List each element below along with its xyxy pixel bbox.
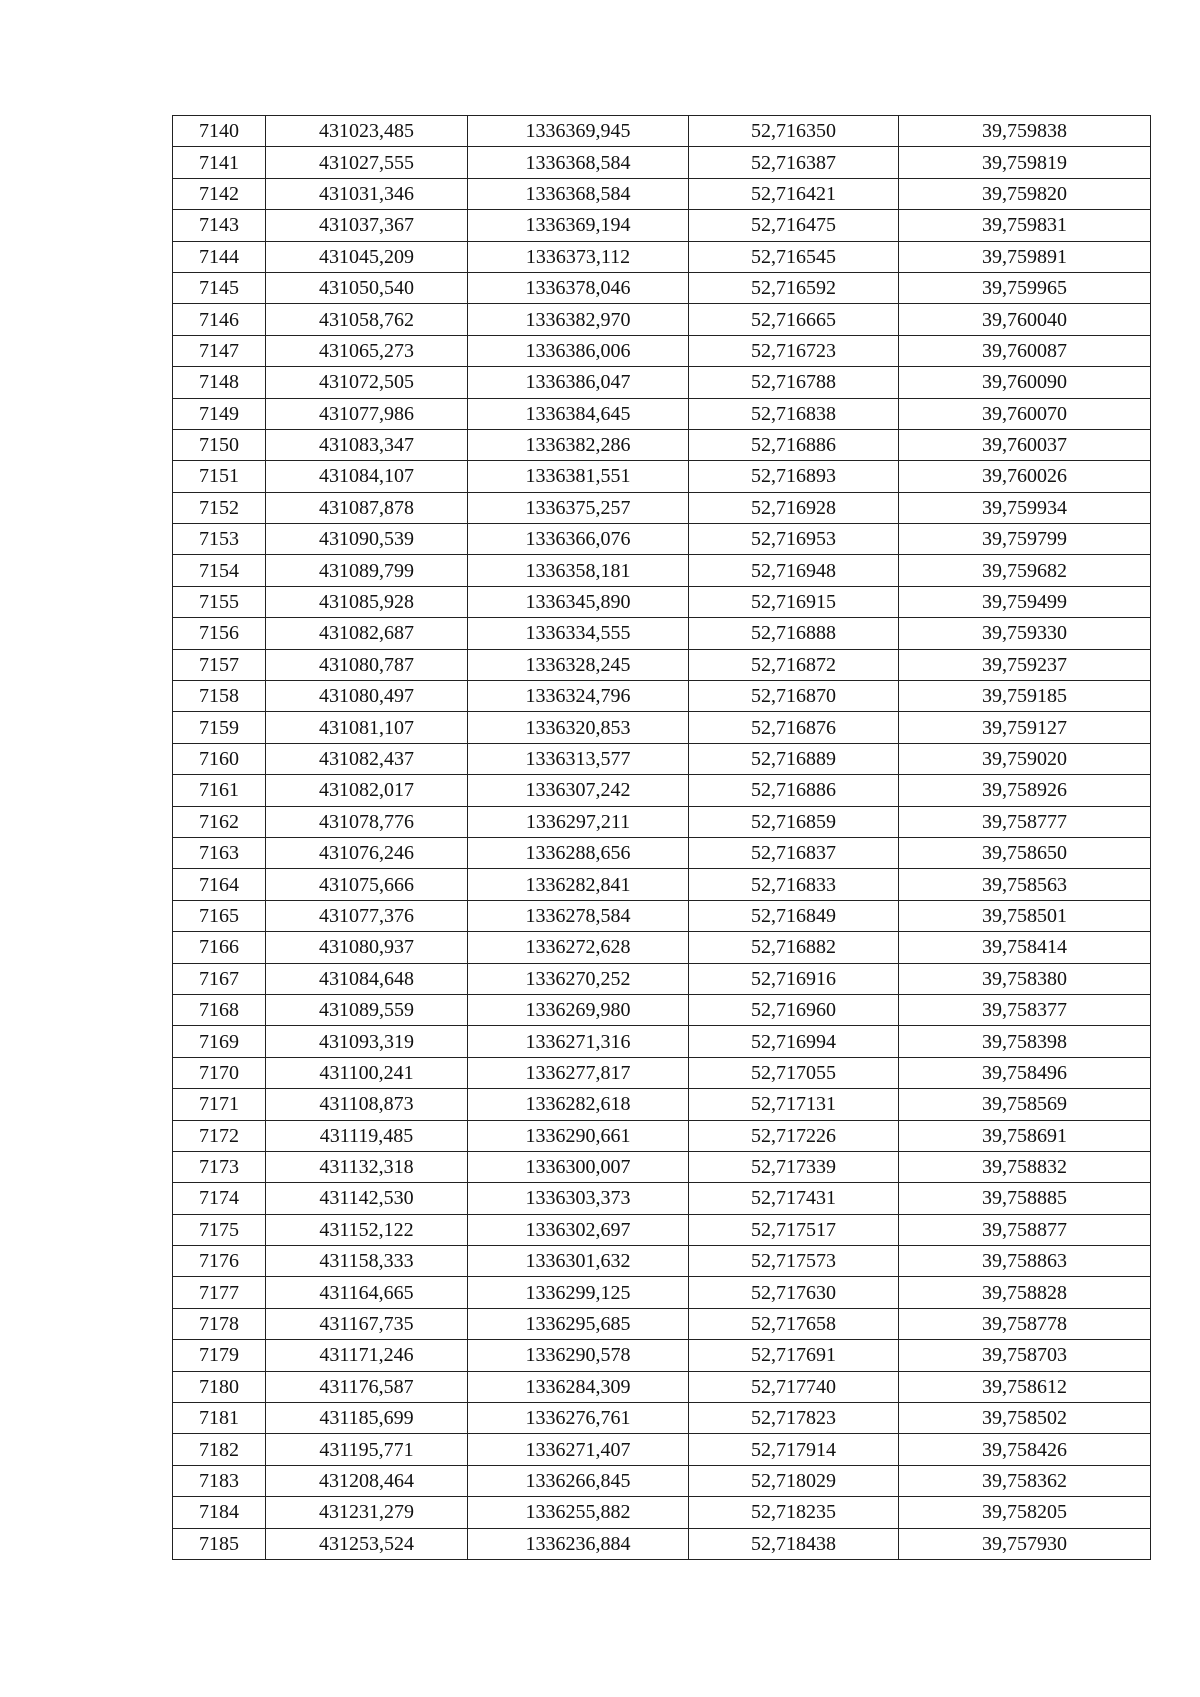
y-coordinate-cell: 1336255,882 <box>468 1497 689 1528</box>
table-row <box>173 116 1151 147</box>
longitude-cell: 39,758362 <box>899 1465 1151 1496</box>
longitude-cell: 39,759891 <box>899 241 1151 272</box>
y-coordinate-cell: 1336386,006 <box>468 335 689 366</box>
longitude-cell: 39,758563 <box>899 869 1151 900</box>
longitude-cell: 39,760026 <box>899 461 1151 492</box>
latitude-cell: 52,716953 <box>689 524 899 555</box>
y-coordinate-cell: 1336369,194 <box>468 210 689 241</box>
point-number-cell: 7144 <box>173 241 266 272</box>
y-coordinate-cell: 1336290,578 <box>468 1340 689 1371</box>
point-number-cell: 7185 <box>173 1528 266 1559</box>
table-row <box>173 1214 1151 1245</box>
longitude-cell: 39,757930 <box>899 1528 1151 1559</box>
longitude-cell: 39,760090 <box>899 367 1151 398</box>
y-coordinate-cell: 1336272,628 <box>468 932 689 963</box>
y-coordinate-cell: 1336369,945 <box>468 116 689 147</box>
table-row <box>173 1465 1151 1496</box>
latitude-cell: 52,716350 <box>689 116 899 147</box>
y-coordinate-cell: 1336307,242 <box>468 775 689 806</box>
table-row <box>173 304 1151 335</box>
latitude-cell: 52,716886 <box>689 429 899 460</box>
y-coordinate-cell: 1336269,980 <box>468 994 689 1025</box>
longitude-cell: 39,758778 <box>899 1308 1151 1339</box>
x-coordinate-cell: 431142,530 <box>266 1183 468 1214</box>
point-number-cell: 7181 <box>173 1403 266 1434</box>
longitude-cell: 39,758832 <box>899 1151 1151 1182</box>
table-row <box>173 241 1151 272</box>
longitude-cell: 39,759127 <box>899 712 1151 743</box>
latitude-cell: 52,717658 <box>689 1308 899 1339</box>
latitude-cell: 52,716889 <box>689 743 899 774</box>
latitude-cell: 52,716882 <box>689 932 899 963</box>
latitude-cell: 52,717517 <box>689 1214 899 1245</box>
latitude-cell: 52,716960 <box>689 994 899 1025</box>
latitude-cell: 52,716545 <box>689 241 899 272</box>
x-coordinate-cell: 431050,540 <box>266 272 468 303</box>
x-coordinate-cell: 431152,122 <box>266 1214 468 1245</box>
table-row <box>173 461 1151 492</box>
longitude-cell: 39,759237 <box>899 649 1151 680</box>
point-number-cell: 7147 <box>173 335 266 366</box>
x-coordinate-cell: 431080,787 <box>266 649 468 680</box>
longitude-cell: 39,759682 <box>899 555 1151 586</box>
x-coordinate-cell: 431037,367 <box>266 210 468 241</box>
table-row <box>173 492 1151 523</box>
point-number-cell: 7142 <box>173 178 266 209</box>
y-coordinate-cell: 1336386,047 <box>468 367 689 398</box>
y-coordinate-cell: 1336320,853 <box>468 712 689 743</box>
point-number-cell: 7155 <box>173 586 266 617</box>
latitude-cell: 52,716859 <box>689 806 899 837</box>
latitude-cell: 52,717691 <box>689 1340 899 1371</box>
x-coordinate-cell: 431027,555 <box>266 147 468 178</box>
point-number-cell: 7153 <box>173 524 266 555</box>
latitude-cell: 52,717131 <box>689 1089 899 1120</box>
table-row <box>173 1497 1151 1528</box>
y-coordinate-cell: 1336378,046 <box>468 272 689 303</box>
longitude-cell: 39,758569 <box>899 1089 1151 1120</box>
y-coordinate-cell: 1336301,632 <box>468 1246 689 1277</box>
y-coordinate-cell: 1336295,685 <box>468 1308 689 1339</box>
table-row <box>173 869 1151 900</box>
point-number-cell: 7165 <box>173 900 266 931</box>
point-number-cell: 7158 <box>173 681 266 712</box>
y-coordinate-cell: 1336373,112 <box>468 241 689 272</box>
point-number-cell: 7154 <box>173 555 266 586</box>
table-row <box>173 1528 1151 1559</box>
longitude-cell: 39,758703 <box>899 1340 1151 1371</box>
x-coordinate-cell: 431078,776 <box>266 806 468 837</box>
point-number-cell: 7160 <box>173 743 266 774</box>
y-coordinate-cell: 1336382,286 <box>468 429 689 460</box>
longitude-cell: 39,758926 <box>899 775 1151 806</box>
point-number-cell: 7176 <box>173 1246 266 1277</box>
table-row <box>173 1183 1151 1214</box>
y-coordinate-cell: 1336270,252 <box>468 963 689 994</box>
x-coordinate-cell: 431185,699 <box>266 1403 468 1434</box>
longitude-cell: 39,758877 <box>899 1214 1151 1245</box>
latitude-cell: 52,717431 <box>689 1183 899 1214</box>
x-coordinate-cell: 431158,333 <box>266 1246 468 1277</box>
table-row <box>173 429 1151 460</box>
table-row <box>173 1026 1151 1057</box>
latitude-cell: 52,716876 <box>689 712 899 743</box>
latitude-cell: 52,716916 <box>689 963 899 994</box>
table-row <box>173 1089 1151 1120</box>
y-coordinate-cell: 1336288,656 <box>468 837 689 868</box>
table-row <box>173 649 1151 680</box>
longitude-cell: 39,758691 <box>899 1120 1151 1151</box>
table-row <box>173 1371 1151 1402</box>
point-number-cell: 7146 <box>173 304 266 335</box>
x-coordinate-cell: 431231,279 <box>266 1497 468 1528</box>
point-number-cell: 7163 <box>173 837 266 868</box>
table-row <box>173 775 1151 806</box>
latitude-cell: 52,717226 <box>689 1120 899 1151</box>
table-row <box>173 586 1151 617</box>
y-coordinate-cell: 1336271,407 <box>468 1434 689 1465</box>
table-row <box>173 178 1151 209</box>
point-number-cell: 7145 <box>173 272 266 303</box>
point-number-cell: 7183 <box>173 1465 266 1496</box>
latitude-cell: 52,718029 <box>689 1465 899 1496</box>
latitude-cell: 52,716838 <box>689 398 899 429</box>
x-coordinate-cell: 431031,346 <box>266 178 468 209</box>
x-coordinate-cell: 431082,687 <box>266 618 468 649</box>
longitude-cell: 39,760037 <box>899 429 1151 460</box>
x-coordinate-cell: 431132,318 <box>266 1151 468 1182</box>
coordinates-table <box>172 115 1151 1560</box>
table-row <box>173 555 1151 586</box>
x-coordinate-cell: 431084,648 <box>266 963 468 994</box>
y-coordinate-cell: 1336368,584 <box>468 178 689 209</box>
latitude-cell: 52,717630 <box>689 1277 899 1308</box>
latitude-cell: 52,716888 <box>689 618 899 649</box>
point-number-cell: 7161 <box>173 775 266 806</box>
x-coordinate-cell: 431076,246 <box>266 837 468 868</box>
latitude-cell: 52,718438 <box>689 1528 899 1559</box>
x-coordinate-cell: 431090,539 <box>266 524 468 555</box>
longitude-cell: 39,759799 <box>899 524 1151 555</box>
point-number-cell: 7162 <box>173 806 266 837</box>
point-number-cell: 7143 <box>173 210 266 241</box>
point-number-cell: 7170 <box>173 1057 266 1088</box>
point-number-cell: 7174 <box>173 1183 266 1214</box>
longitude-cell: 39,758612 <box>899 1371 1151 1402</box>
point-number-cell: 7172 <box>173 1120 266 1151</box>
x-coordinate-cell: 431082,017 <box>266 775 468 806</box>
table-row <box>173 806 1151 837</box>
table-row <box>173 963 1151 994</box>
latitude-cell: 52,716665 <box>689 304 899 335</box>
longitude-cell: 39,759330 <box>899 618 1151 649</box>
y-coordinate-cell: 1336313,577 <box>468 743 689 774</box>
x-coordinate-cell: 431195,771 <box>266 1434 468 1465</box>
table-row <box>173 837 1151 868</box>
table-row <box>173 994 1151 1025</box>
y-coordinate-cell: 1336276,761 <box>468 1403 689 1434</box>
point-number-cell: 7148 <box>173 367 266 398</box>
latitude-cell: 52,716592 <box>689 272 899 303</box>
longitude-cell: 39,758398 <box>899 1026 1151 1057</box>
longitude-cell: 39,759185 <box>899 681 1151 712</box>
point-number-cell: 7149 <box>173 398 266 429</box>
table-row <box>173 147 1151 178</box>
table-row <box>173 618 1151 649</box>
y-coordinate-cell: 1336324,796 <box>468 681 689 712</box>
table-row <box>173 1434 1151 1465</box>
longitude-cell: 39,758885 <box>899 1183 1151 1214</box>
point-number-cell: 7180 <box>173 1371 266 1402</box>
x-coordinate-cell: 431089,559 <box>266 994 468 1025</box>
x-coordinate-cell: 431077,376 <box>266 900 468 931</box>
x-coordinate-cell: 431058,762 <box>266 304 468 335</box>
table-row <box>173 1120 1151 1151</box>
latitude-cell: 52,717573 <box>689 1246 899 1277</box>
table-row <box>173 1151 1151 1182</box>
latitude-cell: 52,718235 <box>689 1497 899 1528</box>
point-number-cell: 7168 <box>173 994 266 1025</box>
point-number-cell: 7150 <box>173 429 266 460</box>
y-coordinate-cell: 1336266,845 <box>468 1465 689 1496</box>
y-coordinate-cell: 1336236,884 <box>468 1528 689 1559</box>
y-coordinate-cell: 1336277,817 <box>468 1057 689 1088</box>
latitude-cell: 52,716928 <box>689 492 899 523</box>
latitude-cell: 52,716994 <box>689 1026 899 1057</box>
longitude-cell: 39,758380 <box>899 963 1151 994</box>
latitude-cell: 52,716723 <box>689 335 899 366</box>
latitude-cell: 52,716872 <box>689 649 899 680</box>
y-coordinate-cell: 1336297,211 <box>468 806 689 837</box>
x-coordinate-cell: 431083,347 <box>266 429 468 460</box>
y-coordinate-cell: 1336284,309 <box>468 1371 689 1402</box>
point-number-cell: 7156 <box>173 618 266 649</box>
longitude-cell: 39,759831 <box>899 210 1151 241</box>
x-coordinate-cell: 431023,485 <box>266 116 468 147</box>
point-number-cell: 7164 <box>173 869 266 900</box>
longitude-cell: 39,758863 <box>899 1246 1151 1277</box>
latitude-cell: 52,717740 <box>689 1371 899 1402</box>
point-number-cell: 7166 <box>173 932 266 963</box>
table-row <box>173 524 1151 555</box>
longitude-cell: 39,759819 <box>899 147 1151 178</box>
longitude-cell: 39,759838 <box>899 116 1151 147</box>
y-coordinate-cell: 1336290,661 <box>468 1120 689 1151</box>
table-row <box>173 681 1151 712</box>
longitude-cell: 39,760070 <box>899 398 1151 429</box>
table-row <box>173 367 1151 398</box>
x-coordinate-cell: 431082,437 <box>266 743 468 774</box>
y-coordinate-cell: 1336278,584 <box>468 900 689 931</box>
latitude-cell: 52,716948 <box>689 555 899 586</box>
point-number-cell: 7171 <box>173 1089 266 1120</box>
x-coordinate-cell: 431080,497 <box>266 681 468 712</box>
table-row <box>173 900 1151 931</box>
table-row <box>173 1340 1151 1371</box>
latitude-cell: 52,716833 <box>689 869 899 900</box>
longitude-cell: 39,758501 <box>899 900 1151 931</box>
x-coordinate-cell: 431164,665 <box>266 1277 468 1308</box>
latitude-cell: 52,716475 <box>689 210 899 241</box>
table-row <box>173 1403 1151 1434</box>
latitude-cell: 52,716788 <box>689 367 899 398</box>
point-number-cell: 7169 <box>173 1026 266 1057</box>
x-coordinate-cell: 431081,107 <box>266 712 468 743</box>
point-number-cell: 7167 <box>173 963 266 994</box>
table-row <box>173 272 1151 303</box>
point-number-cell: 7179 <box>173 1340 266 1371</box>
table-row <box>173 743 1151 774</box>
y-coordinate-cell: 1336384,645 <box>468 398 689 429</box>
latitude-cell: 52,717339 <box>689 1151 899 1182</box>
x-coordinate-cell: 431085,928 <box>266 586 468 617</box>
y-coordinate-cell: 1336358,181 <box>468 555 689 586</box>
x-coordinate-cell: 431119,485 <box>266 1120 468 1151</box>
latitude-cell: 52,716886 <box>689 775 899 806</box>
x-coordinate-cell: 431100,241 <box>266 1057 468 1088</box>
longitude-cell: 39,759499 <box>899 586 1151 617</box>
x-coordinate-cell: 431080,937 <box>266 932 468 963</box>
latitude-cell: 52,717914 <box>689 1434 899 1465</box>
x-coordinate-cell: 431084,107 <box>266 461 468 492</box>
y-coordinate-cell: 1336334,555 <box>468 618 689 649</box>
y-coordinate-cell: 1336345,890 <box>468 586 689 617</box>
x-coordinate-cell: 431089,799 <box>266 555 468 586</box>
longitude-cell: 39,759820 <box>899 178 1151 209</box>
coordinates-table-body <box>173 116 1151 1560</box>
y-coordinate-cell: 1336282,841 <box>468 869 689 900</box>
point-number-cell: 7151 <box>173 461 266 492</box>
x-coordinate-cell: 431065,273 <box>266 335 468 366</box>
x-coordinate-cell: 431072,505 <box>266 367 468 398</box>
x-coordinate-cell: 431093,319 <box>266 1026 468 1057</box>
longitude-cell: 39,758414 <box>899 932 1151 963</box>
longitude-cell: 39,758205 <box>899 1497 1151 1528</box>
table-row <box>173 712 1151 743</box>
point-number-cell: 7175 <box>173 1214 266 1245</box>
table-row <box>173 932 1151 963</box>
point-number-cell: 7184 <box>173 1497 266 1528</box>
point-number-cell: 7182 <box>173 1434 266 1465</box>
x-coordinate-cell: 431253,524 <box>266 1528 468 1559</box>
longitude-cell: 39,758777 <box>899 806 1151 837</box>
point-number-cell: 7157 <box>173 649 266 680</box>
y-coordinate-cell: 1336299,125 <box>468 1277 689 1308</box>
longitude-cell: 39,759934 <box>899 492 1151 523</box>
x-coordinate-cell: 431045,209 <box>266 241 468 272</box>
y-coordinate-cell: 1336366,076 <box>468 524 689 555</box>
longitude-cell: 39,758650 <box>899 837 1151 868</box>
latitude-cell: 52,717055 <box>689 1057 899 1088</box>
longitude-cell: 39,760040 <box>899 304 1151 335</box>
latitude-cell: 52,717823 <box>689 1403 899 1434</box>
x-coordinate-cell: 431075,666 <box>266 869 468 900</box>
table-row <box>173 1308 1151 1339</box>
point-number-cell: 7152 <box>173 492 266 523</box>
y-coordinate-cell: 1336368,584 <box>468 147 689 178</box>
latitude-cell: 52,716893 <box>689 461 899 492</box>
latitude-cell: 52,716915 <box>689 586 899 617</box>
latitude-cell: 52,716421 <box>689 178 899 209</box>
x-coordinate-cell: 431167,735 <box>266 1308 468 1339</box>
longitude-cell: 39,758496 <box>899 1057 1151 1088</box>
point-number-cell: 7178 <box>173 1308 266 1339</box>
longitude-cell: 39,760087 <box>899 335 1151 366</box>
y-coordinate-cell: 1336302,697 <box>468 1214 689 1245</box>
latitude-cell: 52,716387 <box>689 147 899 178</box>
table-row <box>173 210 1151 241</box>
longitude-cell: 39,759020 <box>899 743 1151 774</box>
table-row <box>173 1277 1151 1308</box>
point-number-cell: 7140 <box>173 116 266 147</box>
y-coordinate-cell: 1336303,373 <box>468 1183 689 1214</box>
longitude-cell: 39,758377 <box>899 994 1151 1025</box>
table-row <box>173 1246 1151 1277</box>
point-number-cell: 7177 <box>173 1277 266 1308</box>
y-coordinate-cell: 1336381,551 <box>468 461 689 492</box>
longitude-cell: 39,758502 <box>899 1403 1151 1434</box>
x-coordinate-cell: 431108,873 <box>266 1089 468 1120</box>
latitude-cell: 52,716837 <box>689 837 899 868</box>
table-row <box>173 398 1151 429</box>
longitude-cell: 39,758426 <box>899 1434 1151 1465</box>
x-coordinate-cell: 431208,464 <box>266 1465 468 1496</box>
y-coordinate-cell: 1336375,257 <box>468 492 689 523</box>
x-coordinate-cell: 431087,878 <box>266 492 468 523</box>
longitude-cell: 39,759965 <box>899 272 1151 303</box>
point-number-cell: 7159 <box>173 712 266 743</box>
latitude-cell: 52,716870 <box>689 681 899 712</box>
y-coordinate-cell: 1336300,007 <box>468 1151 689 1182</box>
table-row <box>173 335 1151 366</box>
y-coordinate-cell: 1336328,245 <box>468 649 689 680</box>
y-coordinate-cell: 1336382,970 <box>468 304 689 335</box>
longitude-cell: 39,758828 <box>899 1277 1151 1308</box>
x-coordinate-cell: 431176,587 <box>266 1371 468 1402</box>
x-coordinate-cell: 431077,986 <box>266 398 468 429</box>
x-coordinate-cell: 431171,246 <box>266 1340 468 1371</box>
y-coordinate-cell: 1336271,316 <box>468 1026 689 1057</box>
y-coordinate-cell: 1336282,618 <box>468 1089 689 1120</box>
point-number-cell: 7141 <box>173 147 266 178</box>
latitude-cell: 52,716849 <box>689 900 899 931</box>
point-number-cell: 7173 <box>173 1151 266 1182</box>
table-row <box>173 1057 1151 1088</box>
